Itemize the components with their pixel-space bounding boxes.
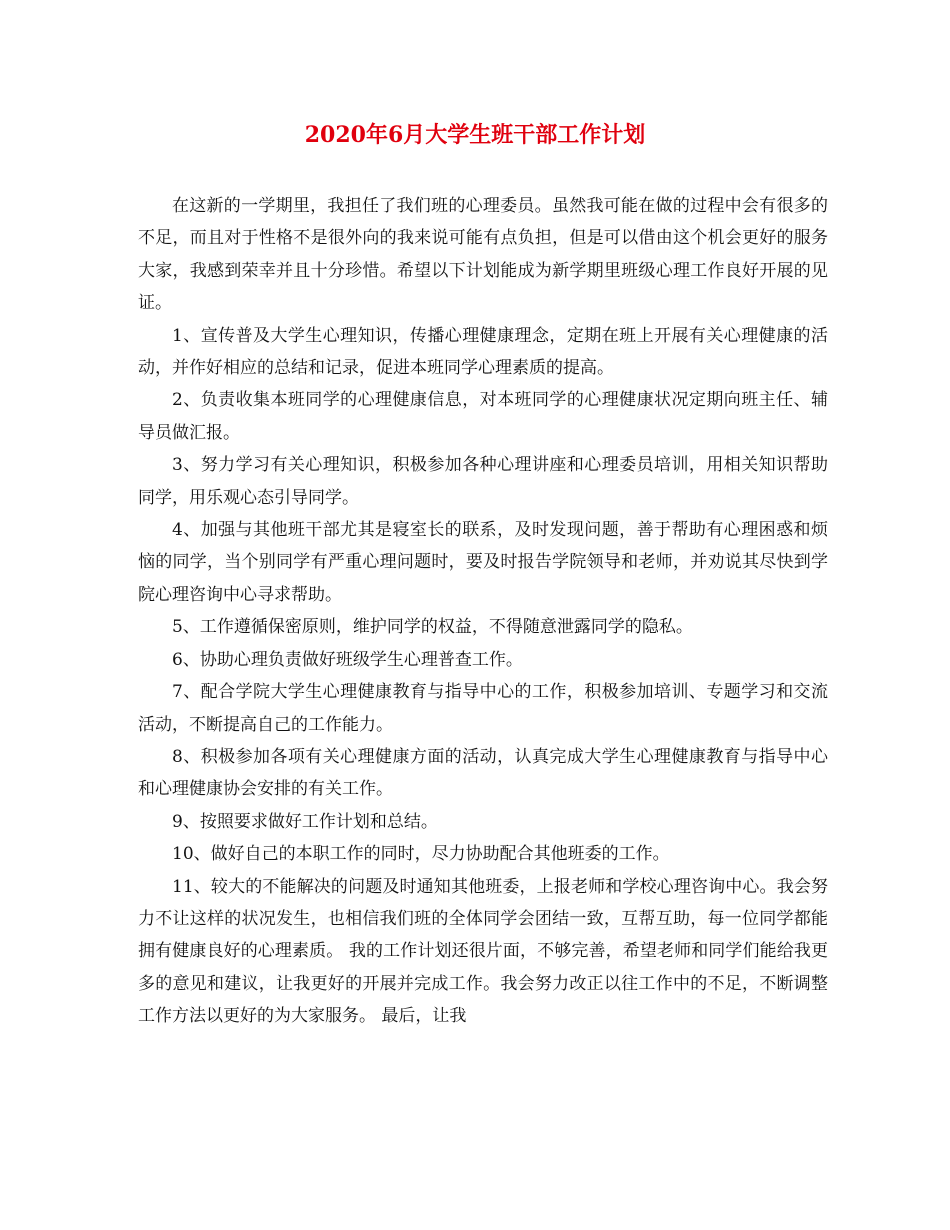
document-title: 2020年6月大学生班干部工作计划 (304, 122, 646, 148)
paragraph-item-5: 5、工作遵循保密原则，维护同学的权益，不得随意泄露同学的隐私。 (172, 617, 693, 638)
paragraph-item-2: 2、负责收集本班同学的心理健康信息，对本班同学的心理健康状况定期向班主任、辅导员做汇报。 (138, 390, 828, 443)
paragraph-item-4: 4、加强与其他班干部尤其是寝室长的联系，及时发现问题，善于帮助有心理困惑和烦恼的同学，当个别同学有严重心理问题时，要及时报告学院领导和老师，并劝说其尽快到学院心理咨询中心寻求帮助。 (138, 520, 828, 605)
paragraph-item-3: 3、努力学习有关心理知识，积极参加各种心理讲座和心理委员培训，用相关知识帮助同学，用乐观心态引导同学。 (138, 455, 828, 508)
paragraph-intro: 在这新的一学期里，我担任了我们班的心理委员。虽然我可能在做的过程中会有很多的不足，而且对于性格不是很外向的我来说可能有点负担，但是可以借由这个机会更好的服务大家，我感到荣幸并且十分珍惜。希望以下计划能成为新学期里班级心理工作良好开展的见证。 (138, 196, 828, 314)
document-body (138, 190, 828, 1033)
paragraph-item-11: 11、较大的不能解决的问题及时通知其他班委，上报老师和学校心理咨询中心。我会努力不让这样的状况发生，也相信我们班的全体同学会团结一致，互帮互助，每一位同学都能拥有健康良好的心理素质。 我的工作计划还很片面，不够完善，希望老师和同学们能给我更多的意见和建议，让我更好的开展并完成工作。我会努力改正以往工作中的不足，不断调整工作方法以更好的为大家服务。 最后，让我 (138, 876, 828, 1027)
paragraph-item-9: 9、按照要求做好工作计划和总结。 (172, 811, 438, 832)
paragraph-item-10: 10、做好自己的本职工作的同时，尽力协助配合其他班委的工作。 (172, 844, 670, 865)
paragraph-item-8: 8、积极参加各项有关心理健康方面的活动，认真完成大学生心理健康教育与指导中心和心理健康协会安排的有关工作。 (138, 746, 828, 800)
paragraph-item-7: 7、配合学院大学生心理健康教育与指导中心的工作，积极参加培训、专题学习和交流活动，不断提高自己的工作能力。 (138, 682, 828, 735)
paragraph-item-6: 6、协助心理负责做好班级学生心理普查工作。 (172, 649, 523, 670)
paragraph-item-1: 1、宣传普及大学生心理知识，传播心理健康理念，定期在班上开展有关心理健康的活动，并作好相应的总结和记录，促进本班同学心理素质的提高。 (138, 325, 828, 379)
